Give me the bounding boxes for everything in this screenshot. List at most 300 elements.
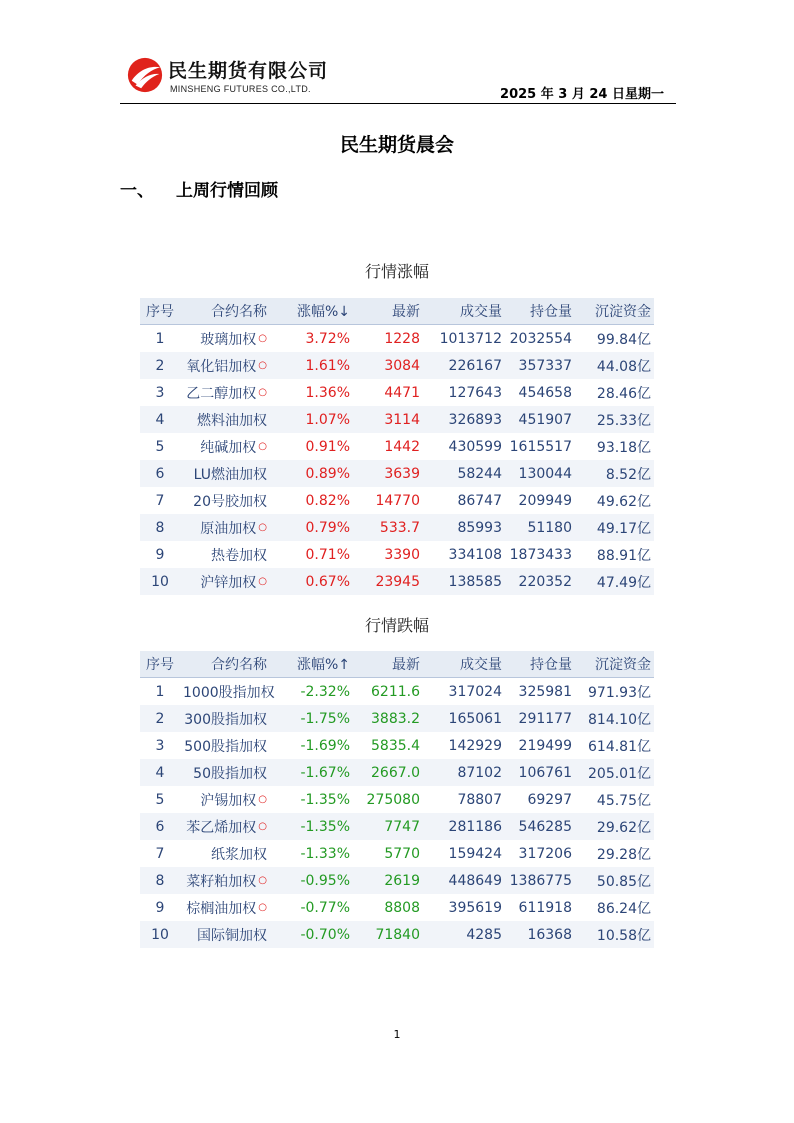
table-row[interactable] [140,732,654,759]
settled-funds-text: 8.52亿 [605,466,651,483]
change-percent-text: -2.32% [300,683,350,700]
col-header-open-interest[interactable]: 持仓量 [505,651,575,678]
contract-name [180,894,270,921]
volume [423,867,505,894]
main-contract-mark-icon: ○ [258,359,267,371]
last-price [353,352,423,379]
table-row[interactable] [140,433,654,460]
gainers-table-title: 行情涨幅 [364,262,429,281]
settled-funds-text: 93.18亿 [596,439,651,456]
change-percent [270,732,353,759]
contract-name [180,813,270,840]
volume [423,568,505,595]
change-percent [270,325,353,353]
open-interest [505,786,575,813]
row-index [140,678,180,706]
last-price [353,460,423,487]
main-contract-mark-icon: ○ [258,575,267,587]
open-interest-text: 69297 [527,791,572,808]
change-percent-text: -1.69% [300,737,350,754]
volume-text: 142929 [448,737,502,754]
volume [423,379,505,406]
row-index-text: 9 [155,546,165,563]
row-index-text: 3 [155,384,165,401]
document-title: 民生期货晨会 [339,134,454,156]
row-index [140,325,180,353]
settled-funds [575,568,654,595]
volume-text: 127643 [448,384,502,401]
settled-funds-text: 86.24亿 [596,900,651,917]
volume [423,678,505,706]
change-percent [270,894,353,921]
gainers-header-row [140,298,654,325]
contract-name [180,325,270,353]
settled-funds [575,379,654,406]
open-interest-text: 106761 [518,764,572,781]
open-interest [505,406,575,433]
last-price-text: 5770 [384,845,420,862]
volume [423,541,505,568]
last-price-text: 3390 [384,546,420,563]
change-percent [270,352,353,379]
open-interest-text: 454658 [518,384,572,401]
col-header-change[interactable]: 涨幅%↓ [270,298,353,325]
table-row[interactable] [140,541,654,568]
row-index-text: 10 [151,926,169,943]
open-interest [505,325,575,353]
col-header-change[interactable]: 涨幅%↑ [270,651,353,678]
page-header [120,50,676,104]
open-interest [505,921,575,948]
change-percent-text: -0.95% [300,872,350,889]
contract-name-text: 苯乙烯加权 [186,819,257,836]
volume [423,732,505,759]
last-price [353,379,423,406]
last-price-text: 3114 [384,411,420,428]
volume [423,406,505,433]
row-index-text: 6 [155,818,165,835]
settled-funds [575,894,654,921]
last-price-text: 4471 [384,384,420,401]
gainers-table [140,298,654,595]
last-price-text: 71840 [375,926,420,943]
last-price-text: 2667.0 [371,764,420,781]
volume-text: 86747 [457,492,502,509]
open-interest-text: 291177 [518,710,572,727]
main-contract-mark-icon: ○ [258,332,267,344]
row-index [140,568,180,595]
row-index-text: 7 [155,492,165,509]
volume [423,759,505,786]
volume [423,325,505,353]
settled-funds-text: 28.46亿 [596,385,651,402]
last-price [353,705,423,732]
table-row[interactable] [140,352,654,379]
last-price [353,568,423,595]
change-percent-text: 0.82% [305,492,350,509]
table-row[interactable] [140,678,654,706]
main-contract-mark-icon: ○ [258,793,267,805]
last-price-text: 7747 [384,818,420,835]
volume-text: 58244 [457,465,502,482]
open-interest [505,487,575,514]
losers-header-row [140,651,654,678]
last-price-text: 14770 [375,492,420,509]
change-percent-text: -1.35% [300,818,350,835]
row-index-text: 6 [155,465,165,482]
last-price [353,325,423,353]
table-row[interactable] [140,840,654,867]
volume [423,352,505,379]
volume [423,786,505,813]
change-percent-text: 1.61% [305,357,350,374]
change-percent [270,406,353,433]
settled-funds [575,460,654,487]
table-row[interactable] [140,894,654,921]
open-interest [505,541,575,568]
change-percent-text: 1.07% [305,411,350,428]
col-header-index[interactable]: 序号 [140,298,180,325]
volume [423,705,505,732]
change-percent [270,568,353,595]
last-price-text: 5835.4 [371,737,420,754]
contract-name [180,541,270,568]
change-percent [270,678,353,706]
volume-text: 334108 [448,546,502,563]
minsheng-logo-icon [126,56,164,94]
contract-name [180,433,270,460]
header-divider [120,103,676,104]
open-interest-text: 1386775 [509,872,572,889]
contract-name [180,568,270,595]
change-percent-text: 0.67% [305,573,350,590]
open-interest-text: 357337 [518,357,572,374]
contract-name-text: 沪锌加权 [200,574,257,591]
contract-name [180,678,275,706]
last-price [353,867,423,894]
contract-name [180,460,270,487]
open-interest [505,433,575,460]
settled-funds [575,541,654,568]
table-row[interactable] [140,786,654,813]
col-header-funds[interactable]: 沉淀资金 [575,298,654,325]
col-header-volume[interactable]: 成交量 [423,651,505,678]
contract-name-text: 原油加权 [200,520,257,537]
settled-funds [575,786,654,813]
row-index-text: 2 [155,357,165,374]
last-price [353,786,423,813]
volume [423,894,505,921]
settled-funds-text: 814.10亿 [588,711,651,728]
open-interest [505,352,575,379]
main-contract-mark-icon: ○ [258,521,267,533]
main-contract-mark-icon: ○ [258,874,267,886]
table-row[interactable] [140,921,654,948]
contract-name [180,759,270,786]
last-price-text: 3084 [384,357,420,374]
volume-text: 4285 [466,926,502,943]
last-price [353,759,423,786]
open-interest-text: 219499 [518,737,572,754]
main-contract-mark-icon: ○ [258,386,267,398]
settled-funds [575,921,654,948]
row-index-text: 5 [155,438,165,455]
row-index [140,352,180,379]
open-interest-text: 611918 [518,899,572,916]
contract-name-text: 300股指加权 [184,711,267,728]
settled-funds-text: 47.49亿 [596,574,651,591]
settled-funds [575,325,654,353]
settled-funds [575,433,654,460]
settled-funds-text: 49.62亿 [596,493,651,510]
change-percent-text: 3.72% [305,330,350,347]
change-percent [270,867,353,894]
settled-funds-text: 971.93亿 [588,684,651,701]
main-contract-mark-icon: ○ [258,820,267,832]
losers-table-title: 行情跌幅 [364,616,429,635]
volume [423,460,505,487]
change-percent-text: -1.35% [300,791,350,808]
row-index-text: 8 [155,519,165,536]
last-price-text: 23945 [375,573,420,590]
change-percent [270,460,353,487]
contract-name [180,487,270,514]
table-row[interactable] [140,813,654,840]
row-index-text: 1 [155,683,165,700]
last-price [353,406,423,433]
settled-funds [575,705,654,732]
contract-name [180,514,270,541]
settled-funds [575,678,654,706]
contract-name [180,732,270,759]
settled-funds-text: 29.62亿 [596,819,651,836]
open-interest-text: 220352 [518,573,572,590]
last-price [353,487,423,514]
row-index-text: 7 [155,845,165,862]
col-header-index[interactable]: 序号 [140,651,180,678]
change-percent [270,541,353,568]
col-header-contract[interactable]: 合约名称 [180,298,270,325]
settled-funds-text: 45.75亿 [596,792,651,809]
last-price [353,732,423,759]
table-row[interactable] [140,759,654,786]
col-header-last[interactable]: 最新 [353,651,423,678]
table-row[interactable] [140,460,654,487]
section-title: 上周行情回顾 [176,181,278,201]
row-index [140,406,180,433]
open-interest [505,894,575,921]
contract-name [180,379,270,406]
last-price [353,541,423,568]
page-number: 1 [393,1028,401,1041]
open-interest-text: 51180 [527,519,572,536]
col-header-volume[interactable]: 成交量 [423,298,505,325]
open-interest [505,705,575,732]
volume-text: 430599 [448,438,502,455]
row-index [140,921,180,948]
change-percent [270,379,353,406]
change-percent-text: 0.71% [305,546,350,563]
row-index [140,460,180,487]
contract-name-text: 氧化铝加权 [186,358,257,375]
settled-funds [575,487,654,514]
table-row[interactable] [140,379,654,406]
contract-name [180,705,270,732]
contract-name [180,406,270,433]
open-interest-text: 2032554 [509,330,572,347]
volume [423,514,505,541]
change-percent-text: -0.70% [300,926,350,943]
volume-text: 326893 [448,411,502,428]
volume [423,921,505,948]
open-interest [505,813,575,840]
open-interest-text: 1873433 [509,546,572,563]
last-price-text: 3883.2 [371,710,420,727]
row-index [140,894,180,921]
open-interest-text: 317206 [518,845,572,862]
settled-funds [575,514,654,541]
table-row[interactable] [140,514,654,541]
contract-name-text: 棕榈油加权 [186,900,257,917]
volume [423,487,505,514]
contract-name-text: 乙二醇加权 [186,385,257,402]
main-contract-mark-icon: ○ [258,901,267,913]
open-interest [505,840,575,867]
row-index-text: 5 [155,791,165,808]
contract-name-text: 纯碱加权 [200,439,257,456]
change-percent [270,759,353,786]
open-interest [505,460,575,487]
settled-funds [575,352,654,379]
change-percent-text: 0.79% [305,519,350,536]
settled-funds-text: 614.81亿 [588,738,651,755]
row-index [140,840,180,867]
row-index-text: 8 [155,872,165,889]
volume-text: 448649 [448,872,502,889]
settled-funds-text: 25.33亿 [596,412,651,429]
settled-funds-text: 29.28亿 [596,846,651,863]
settled-funds-text: 10.58亿 [596,927,651,944]
settled-funds-text: 205.01亿 [588,765,651,782]
last-price-text: 6211.6 [371,683,420,700]
settled-funds [575,759,654,786]
col-header-open-interest[interactable]: 持仓量 [505,298,575,325]
open-interest-text: 209949 [518,492,572,509]
row-index-text: 3 [155,737,165,754]
contract-name [180,867,270,894]
last-price [353,840,423,867]
settled-funds-text: 88.91亿 [596,547,651,564]
row-index-text: 10 [151,573,169,590]
settled-funds [575,867,654,894]
change-percent-text: -1.33% [300,845,350,862]
open-interest [505,568,575,595]
volume-text: 138585 [448,573,502,590]
last-price-text: 1228 [384,330,420,347]
volume-text: 1013712 [439,330,502,347]
last-price [353,678,423,706]
row-index [140,732,180,759]
col-header-last[interactable]: 最新 [353,298,423,325]
row-index [140,487,180,514]
row-index [140,867,180,894]
change-percent [270,921,353,948]
last-price-text: 3639 [384,465,420,482]
volume-text: 281186 [448,818,502,835]
open-interest [505,867,575,894]
table-row[interactable] [140,487,654,514]
volume-text: 165061 [448,710,502,727]
open-interest-text: 546285 [518,818,572,835]
last-price-text: 2619 [384,872,420,889]
settled-funds [575,406,654,433]
contract-name-text: 500股指加权 [184,738,267,755]
row-index [140,379,180,406]
losers-table [140,651,654,948]
row-index-text: 4 [155,411,165,428]
settled-funds-text: 49.17亿 [596,520,651,537]
change-percent [270,813,353,840]
row-index [140,514,180,541]
table-row[interactable] [140,705,654,732]
change-percent-text: -0.77% [300,899,350,916]
contract-name-text: 1000股指加权 [183,684,275,701]
open-interest-text: 16368 [527,926,572,943]
volume-text: 78807 [457,791,502,808]
last-price-text: 533.7 [379,519,420,536]
volume-text: 226167 [448,357,502,374]
last-price-text: 275080 [366,791,420,808]
col-header-funds[interactable]: 沉淀资金 [575,651,654,678]
contract-name-text: 20号胶加权 [193,493,267,510]
change-percent-text: -1.75% [300,710,350,727]
row-index-text: 4 [155,764,165,781]
open-interest-text: 451907 [518,411,572,428]
contract-name-text: 50股指加权 [193,765,267,782]
col-header-contract[interactable]: 合约名称 [180,651,270,678]
open-interest-text: 325981 [518,683,572,700]
table-row[interactable] [140,568,654,595]
contract-name-text: 热卷加权 [211,547,267,564]
contract-name [180,921,270,948]
table-row[interactable] [140,406,654,433]
open-interest [505,732,575,759]
volume [423,813,505,840]
table-row[interactable] [140,867,654,894]
change-percent-text: 0.89% [305,465,350,482]
row-index-text: 2 [155,710,165,727]
row-index [140,759,180,786]
last-price [353,514,423,541]
main-contract-mark-icon: ○ [258,440,267,452]
volume-text: 87102 [457,764,502,781]
change-percent [270,840,353,867]
volume-text: 85993 [457,519,502,536]
gainers-table-body [140,325,654,596]
volume-text: 395619 [448,899,502,916]
open-interest-text: 1615517 [509,438,572,455]
last-price-text: 1442 [384,438,420,455]
contract-name [180,786,270,813]
volume [423,840,505,867]
volume-text: 317024 [448,683,502,700]
contract-name-text: LU燃油加权 [193,466,267,483]
settled-funds [575,840,654,867]
table-row[interactable] [140,325,654,353]
contract-name-text: 燃料油加权 [197,412,267,429]
last-price [353,813,423,840]
change-percent [270,487,353,514]
